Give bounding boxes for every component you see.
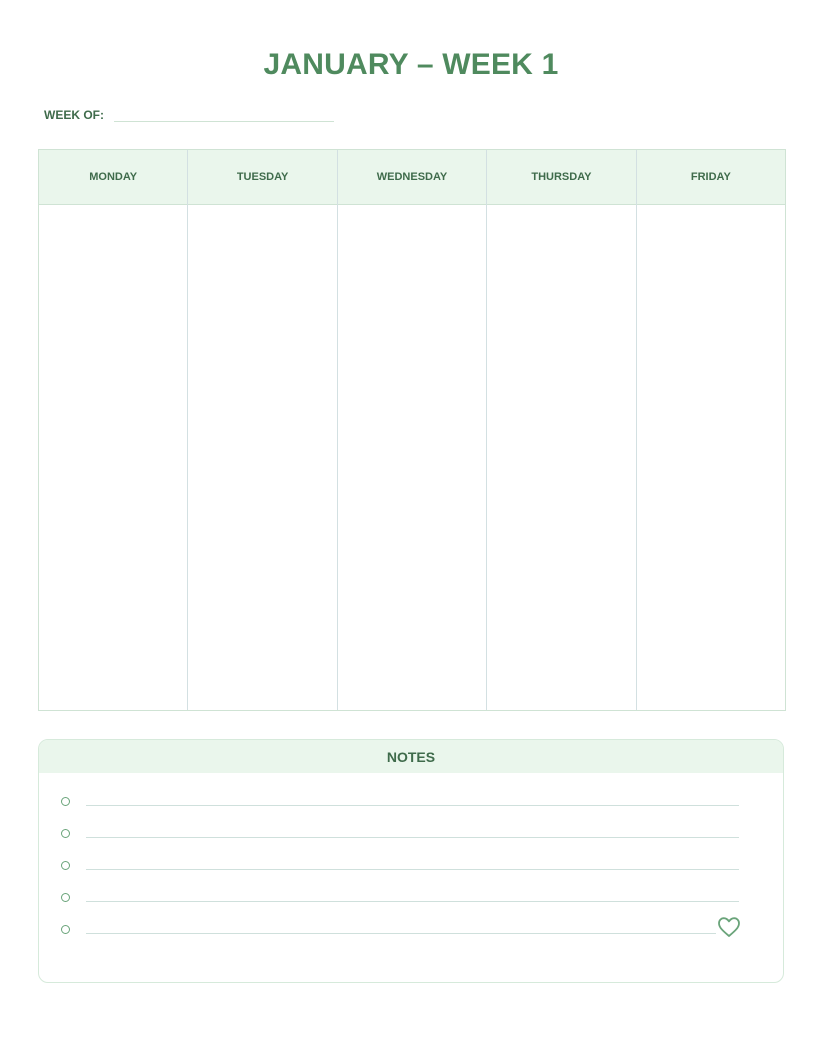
- week-grid: [38, 149, 786, 711]
- note-line: [86, 805, 739, 806]
- day-column-wednesday: [337, 150, 486, 710]
- day-column-monday: [39, 150, 187, 710]
- day-cell-thursday[interactable]: [487, 205, 635, 710]
- day-header-tuesday: TUESDAY: [188, 150, 336, 205]
- note-row[interactable]: [61, 826, 739, 842]
- bullet-circle-icon: [61, 893, 70, 902]
- day-header-thursday: THURSDAY: [487, 150, 635, 205]
- note-row[interactable]: [61, 890, 739, 906]
- note-line: [86, 869, 739, 870]
- bullet-circle-icon: [61, 861, 70, 870]
- week-of-input-line[interactable]: [114, 121, 334, 122]
- note-row[interactable]: [61, 794, 739, 810]
- day-column-tuesday: [187, 150, 336, 710]
- note-row[interactable]: [61, 922, 739, 938]
- bullet-circle-icon: [61, 797, 70, 806]
- day-cell-wednesday[interactable]: [338, 205, 486, 710]
- day-column-friday: [636, 150, 785, 710]
- day-cell-tuesday[interactable]: [188, 205, 336, 710]
- notes-title: NOTES: [39, 740, 783, 773]
- bullet-circle-icon: [61, 829, 70, 838]
- note-line: [86, 837, 739, 838]
- day-header-wednesday: WEDNESDAY: [338, 150, 486, 205]
- day-cell-monday[interactable]: [39, 205, 187, 710]
- page-title: JANUARY – WEEK 1: [263, 48, 559, 81]
- heart-icon: [717, 916, 741, 938]
- note-line: [86, 901, 739, 902]
- day-cell-friday[interactable]: [637, 205, 785, 710]
- note-row[interactable]: [61, 858, 739, 874]
- bullet-circle-icon: [61, 925, 70, 934]
- notes-panel: [38, 739, 784, 983]
- day-header-monday: MONDAY: [39, 150, 187, 205]
- day-column-thursday: [486, 150, 635, 710]
- week-of-label: WEEK OF:: [44, 108, 104, 122]
- note-line: [86, 933, 716, 934]
- day-header-friday: FRIDAY: [637, 150, 785, 205]
